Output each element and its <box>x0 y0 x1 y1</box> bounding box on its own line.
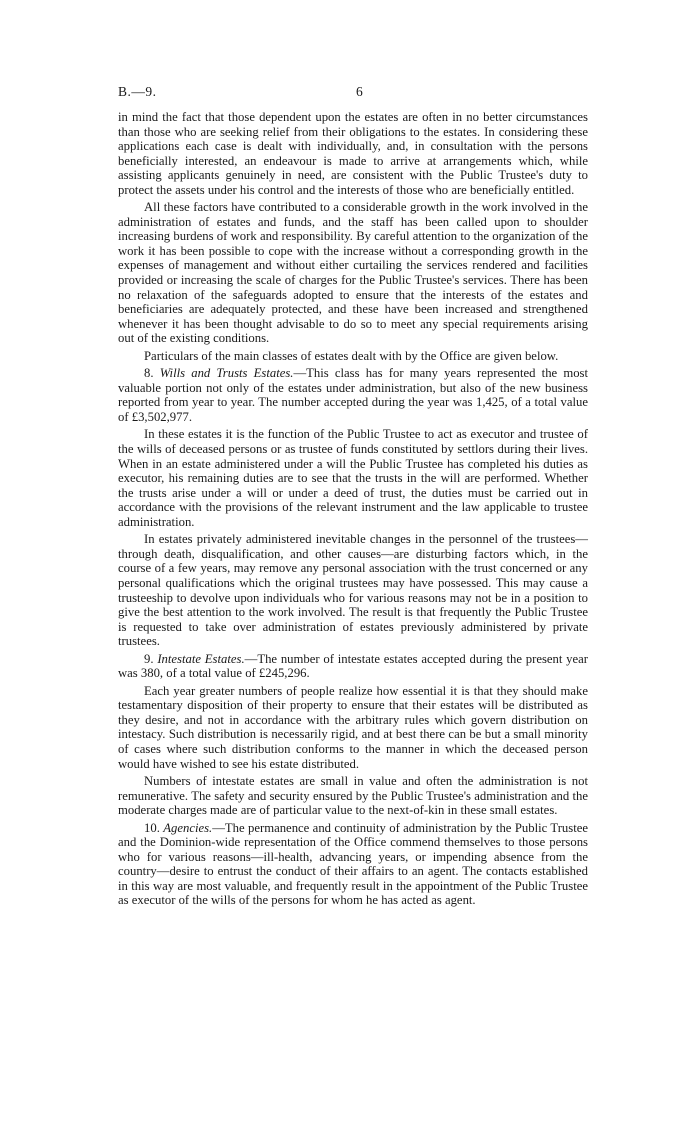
paragraph: Each year greater numbers of people realize how essential it is that they should make testamentary disposition of their property to ensure that their estates will be distributed as they desire, and not in accordance with the arbitrary rules which govern distribution on intestacy. Such distribution is necessarily rigid, and at best there can be but a small minority of cases where such distribution conforms to the manner in which the deceased person would have wished to see his estate distributed. <box>118 683 588 771</box>
paragraph: Numbers of intestate estates are small in value and often the administration is not remunerative. The safety and security ensured by the Public Trustee's administration and the moderate charges made are of particular value to the next-of-kin in these small estates. <box>118 774 588 818</box>
paragraph: In estates privately administered inevitable changes in the personnel of the trustees—through death, disqualification, and other causes—are disturbing factors which, in the course of a few years, may remove any personal association with the trust concerned or any personal qualifications which the original trustees may have possessed. This may cause a trusteeship to devolve upon individuals who for various reasons may not be in a position to give the best attention to the work involved. The result is that frequently the Public Trustee is requested to take over administration of estates previously administered by private trustees. <box>118 532 588 649</box>
section-number: 10. <box>144 820 160 835</box>
section-number: 9. <box>144 651 154 666</box>
section-heading: Agencies. <box>163 820 213 835</box>
page-number: 6 <box>356 84 364 99</box>
paragraph: Particulars of the main classes of estates dealt with by the Office are given below. <box>144 348 559 363</box>
section-number: 8. <box>144 366 154 381</box>
section-heading: Wills and Trusts Estates. <box>159 366 294 381</box>
paragraph-continued: in mind the fact that those dependent upon the estates are often in no better circumstances than those who are seeking relief from their obligations to the estates. In considering these applications each case is dealt with individually, and, in consultation with the persons beneficially interested, an endeavour is made to arrive at arrangements which, while assisting applicants genuinely in need, are consistent with the Public Trustee's duty to protect the assets under his control and the interests of those who are beneficially entitled. <box>118 110 588 197</box>
paragraph: All these factors have contributed to a considerable growth in the work involved in the administration of estates and funds, and the staff has been called upon to shoulder increasing burdens of work and responsibility. By careful attention to the organization of the work it has been possible to cope with the increase without a corresponding growth in the expenses of management and without either curtailing the services rendered and facilities provided or increasing the scale of charges for the Public Trustee's services. There has been no relaxation of the safeguards adopted to ensure that the interests of the estates and beneficiaries are adequately protected, and these have been increased and strengthened whenever it has been thought advisable to do so to meet any special requirements arising out of the existing conditions. <box>118 200 588 346</box>
section-heading: Intestate Estates. <box>157 651 245 666</box>
paragraph: In these estates it is the function of the Public Trustee to act as executor and trustee of the wills of deceased persons or as trustee of funds constituted by settlors during their lives. When in an estate administered under a will the Public Trustee has completed his duties as executor, his remaining duties are to see that the trusts in the will are performed. Whether the trusts arise under a will or under a deed of trust, the duties must be carried out in accordance with the provisions of the relevant instrument and the law applicable to trustee administration. <box>118 427 588 529</box>
page-header <box>118 84 588 104</box>
document-reference: B.—9. <box>118 84 157 99</box>
section-wills-and-trusts: 8. Wills and Trusts Estates.—This class has for many years represented the most valuable portion not only of the estates under administration, but also of the new business reported from year to year. The number accepted during the year was 1,425, of a total value of £3,502,977. <box>118 366 589 424</box>
section-intestate-estates: 9. Intestate Estates.—The number of intestate estates accepted during the present year was 380, of a total value of £245,296. <box>118 651 589 681</box>
section-agencies: 10. Agencies.—The permanence and continuity of administration by the Public Trustee and the Dominion-wide representation of the Office commend themselves to those persons who for various reasons—ill-health, advancing years, or impending absence from the country—desire to entrust the conduct of their affairs to an agent. The contacts established in this way are most valuable, and frequently result in the appointment of the Public Trustee as executor of the wills of the persons for whom he has acted as agent. <box>118 820 588 908</box>
document-body <box>118 110 588 911</box>
